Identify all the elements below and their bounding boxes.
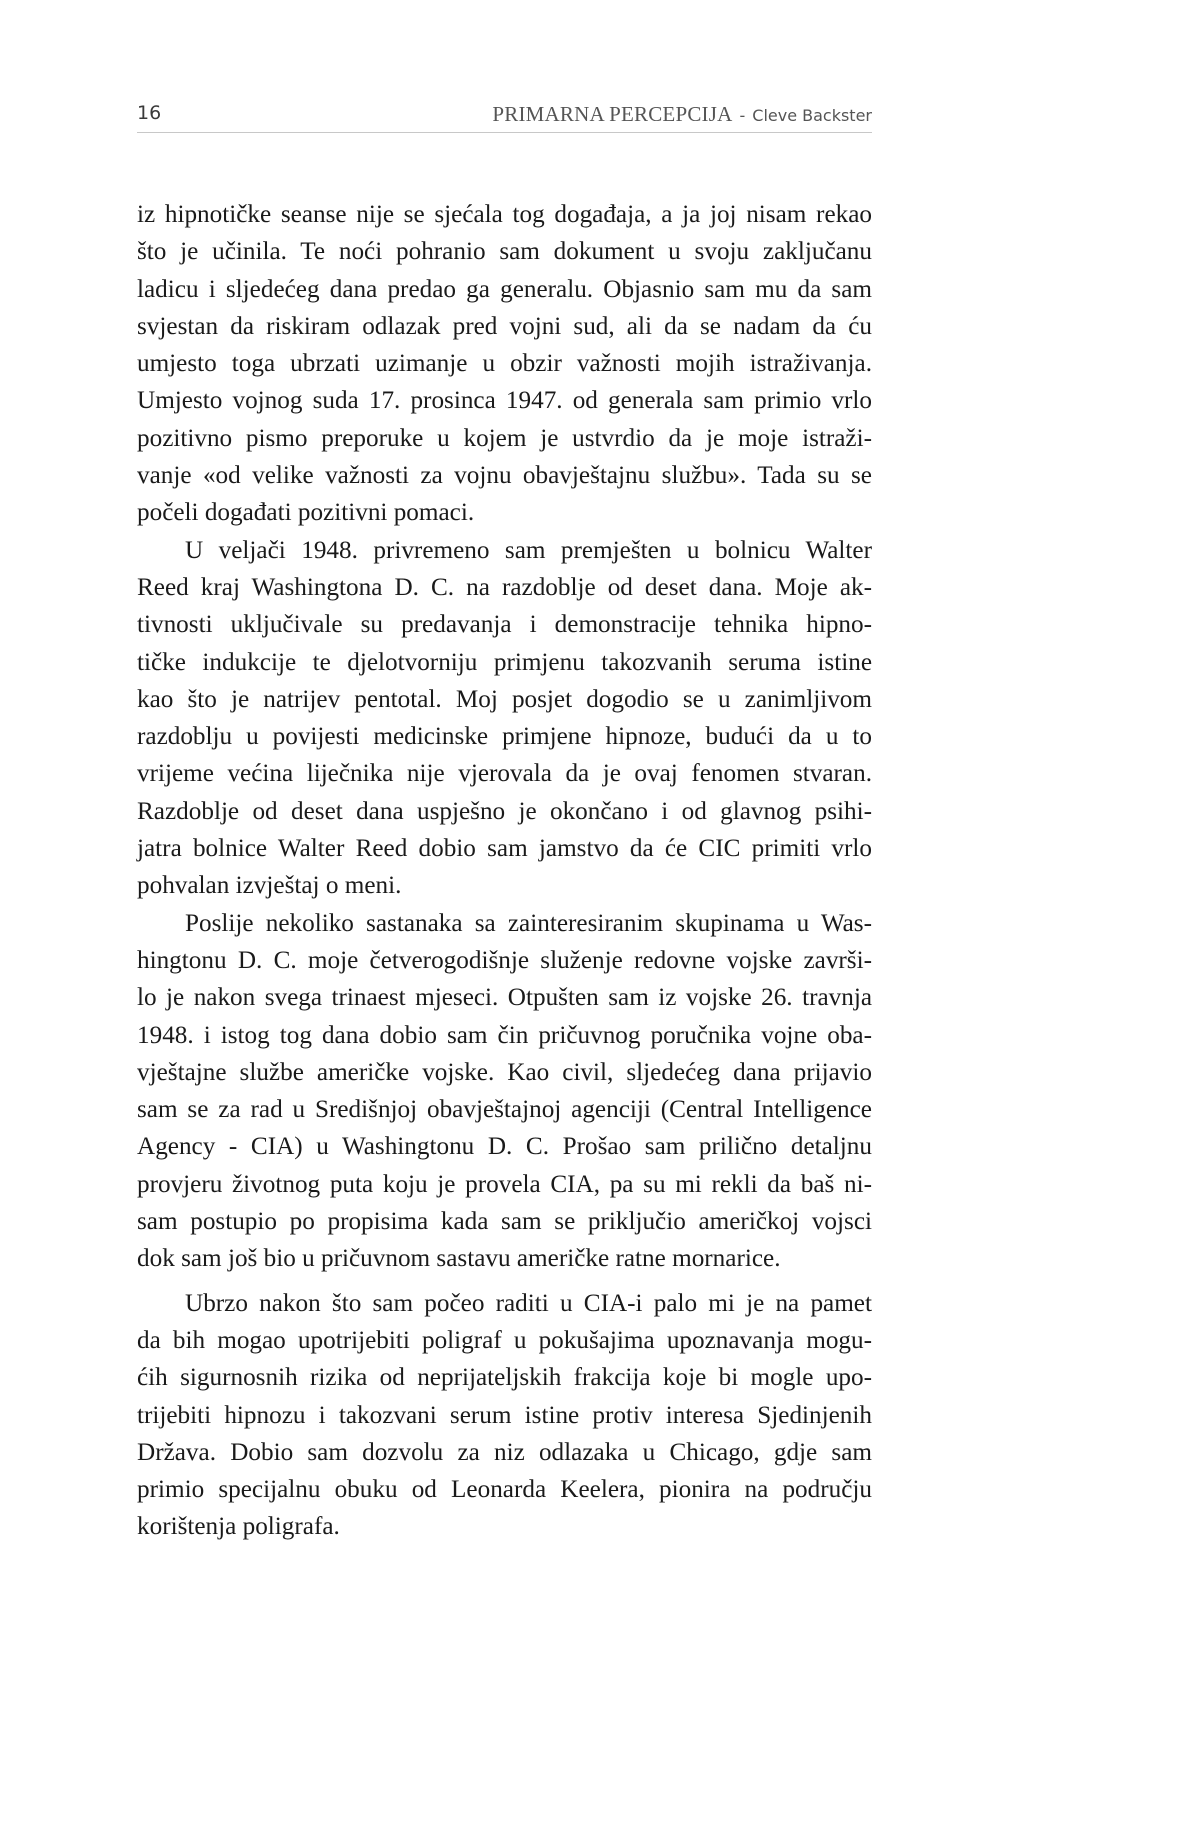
text-line: Država. Dobio sam dozvolu za niz odlazaka u Chicago, gdje sam [137,1438,872,1466]
text-line: dok sam još bio u pričuvnom sastavu američke ratne mornarice. [137,1245,781,1273]
author-name: Cleve Backster [752,106,872,125]
text-line: pohvalan izvještaj o meni. [137,872,402,900]
text-line: Agency - CIA) u Washingtonu D. C. Prošao sam prilično detaljnu [137,1133,872,1161]
paragraph-spacing [137,1278,872,1285]
text-line: da bih mogao upotrijebiti poligraf u pokušajima upoznavanja mogu- [137,1326,872,1354]
text-line: ćih sigurnosnih rizika od neprijateljskih frakcija koje bi mogle upo- [137,1364,872,1392]
text-line: umjesto toga ubrzati uzimanje u obzir važnosti mojih istraživanja. [137,350,872,378]
page-number: 16 [137,102,162,124]
text-line: provjeru životnog puta koju je provela CIA, pa su mi rekli da baš ni- [137,1170,872,1198]
text-line: primio specijalnu obuku od Leonarda Keelera, pionira na području [137,1476,872,1504]
header-title [492,102,872,127]
text-line: jatra bolnice Walter Reed dobio sam jamstvo da će CIC primiti vrlo [137,835,872,863]
paragraph-1 [137,196,872,532]
text-line: vrijeme većina liječnika nije vjerovala da je ovaj fenomen stvaran. [137,760,872,788]
text-line: lo je nakon svega trinaest mjeseci. Otpušten sam iz vojske 26. travnja [137,984,872,1012]
text-line: iz hipnotičke seanse nije se sjećala tog događaja, a ja joj nisam rekao [137,201,872,228]
text-line: vještajne službe američke vojske. Kao civil, sljedećeg dana prijavio [137,1058,872,1086]
text-line: kao što je natrijev pentotal. Moj posjet dogodio se u zanimljivom [137,685,872,713]
text-line: svjestan da riskiram odlazak pred vojni sud, ali da se nadam da ću [137,312,872,340]
paragraph-3 [137,905,872,1278]
text-line: Umjesto vojnog suda 17. prosinca 1947. od generala sam primio vrlo [137,387,872,415]
text-line: 1948. i istog tog dana dobio sam čin pričuvnog poručnika vojne oba- [137,1021,872,1049]
running-header [137,100,872,133]
text-line: sam se za rad u Središnjoj obavještajnoj agenciji (Central Intelligence [137,1096,872,1124]
text-line: hingtonu D. C. moje četverogodišnje služenje redovne vojske završi- [137,946,872,974]
text-line: počeli događati pozitivni pomaci. [137,499,475,527]
text-line: razdoblju u povijesti medicinske primjene hipnoze, budući da u to [137,723,872,751]
text-line: Razdoblje od deset dana uspješno je okončano i od glavnog psihi- [137,797,872,825]
text-line: tivnosti uključivale su predavanja i demonstracije tehnika hipno- [137,611,872,639]
text-line: Poslije nekoliko sastanaka sa zainteresiranim skupinama u Was- [185,909,872,937]
text-line: tičke indukcije te djelotvorniju primjenu takozvanih seruma istine [137,648,872,676]
paragraph-4 [137,1285,872,1546]
book-title: PRIMARNA PERCEPCIJA [492,102,733,126]
text-line: korištenja poligrafa. [137,1513,340,1541]
text-line: što je učinila. Te noći pohranio sam dokument u svoju zaključanu [137,238,872,266]
body-text [137,196,872,1546]
text-line: Reed kraj Washingtona D. C. na razdoblje od deset dana. Moje ak- [137,573,872,601]
header-separator: - [739,106,746,125]
text-line: ladicu i sljedećeg dana predao ga generalu. Objasnio sam mu da sam [137,275,872,303]
paragraph-2 [137,532,872,905]
text-line: trijebiti hipnozu i takozvani serum istine protiv interesa Sjedinjenih [137,1401,872,1429]
text-line: U veljači 1948. privremeno sam premješten u bolnicu Walter [185,536,872,564]
text-line: Ubrzo nakon što sam počeo raditi u CIA-i palo mi je na pamet [185,1289,872,1317]
text-line: sam postupio po propisima kada sam se priključio američkoj vojsci [137,1208,872,1236]
text-line: vanje «od velike važnosti za vojnu obavještajnu službu». Tada su se [137,462,872,490]
text-line: pozitivno pismo preporuke u kojem je ustvrdio da je moje istraži- [137,424,872,452]
